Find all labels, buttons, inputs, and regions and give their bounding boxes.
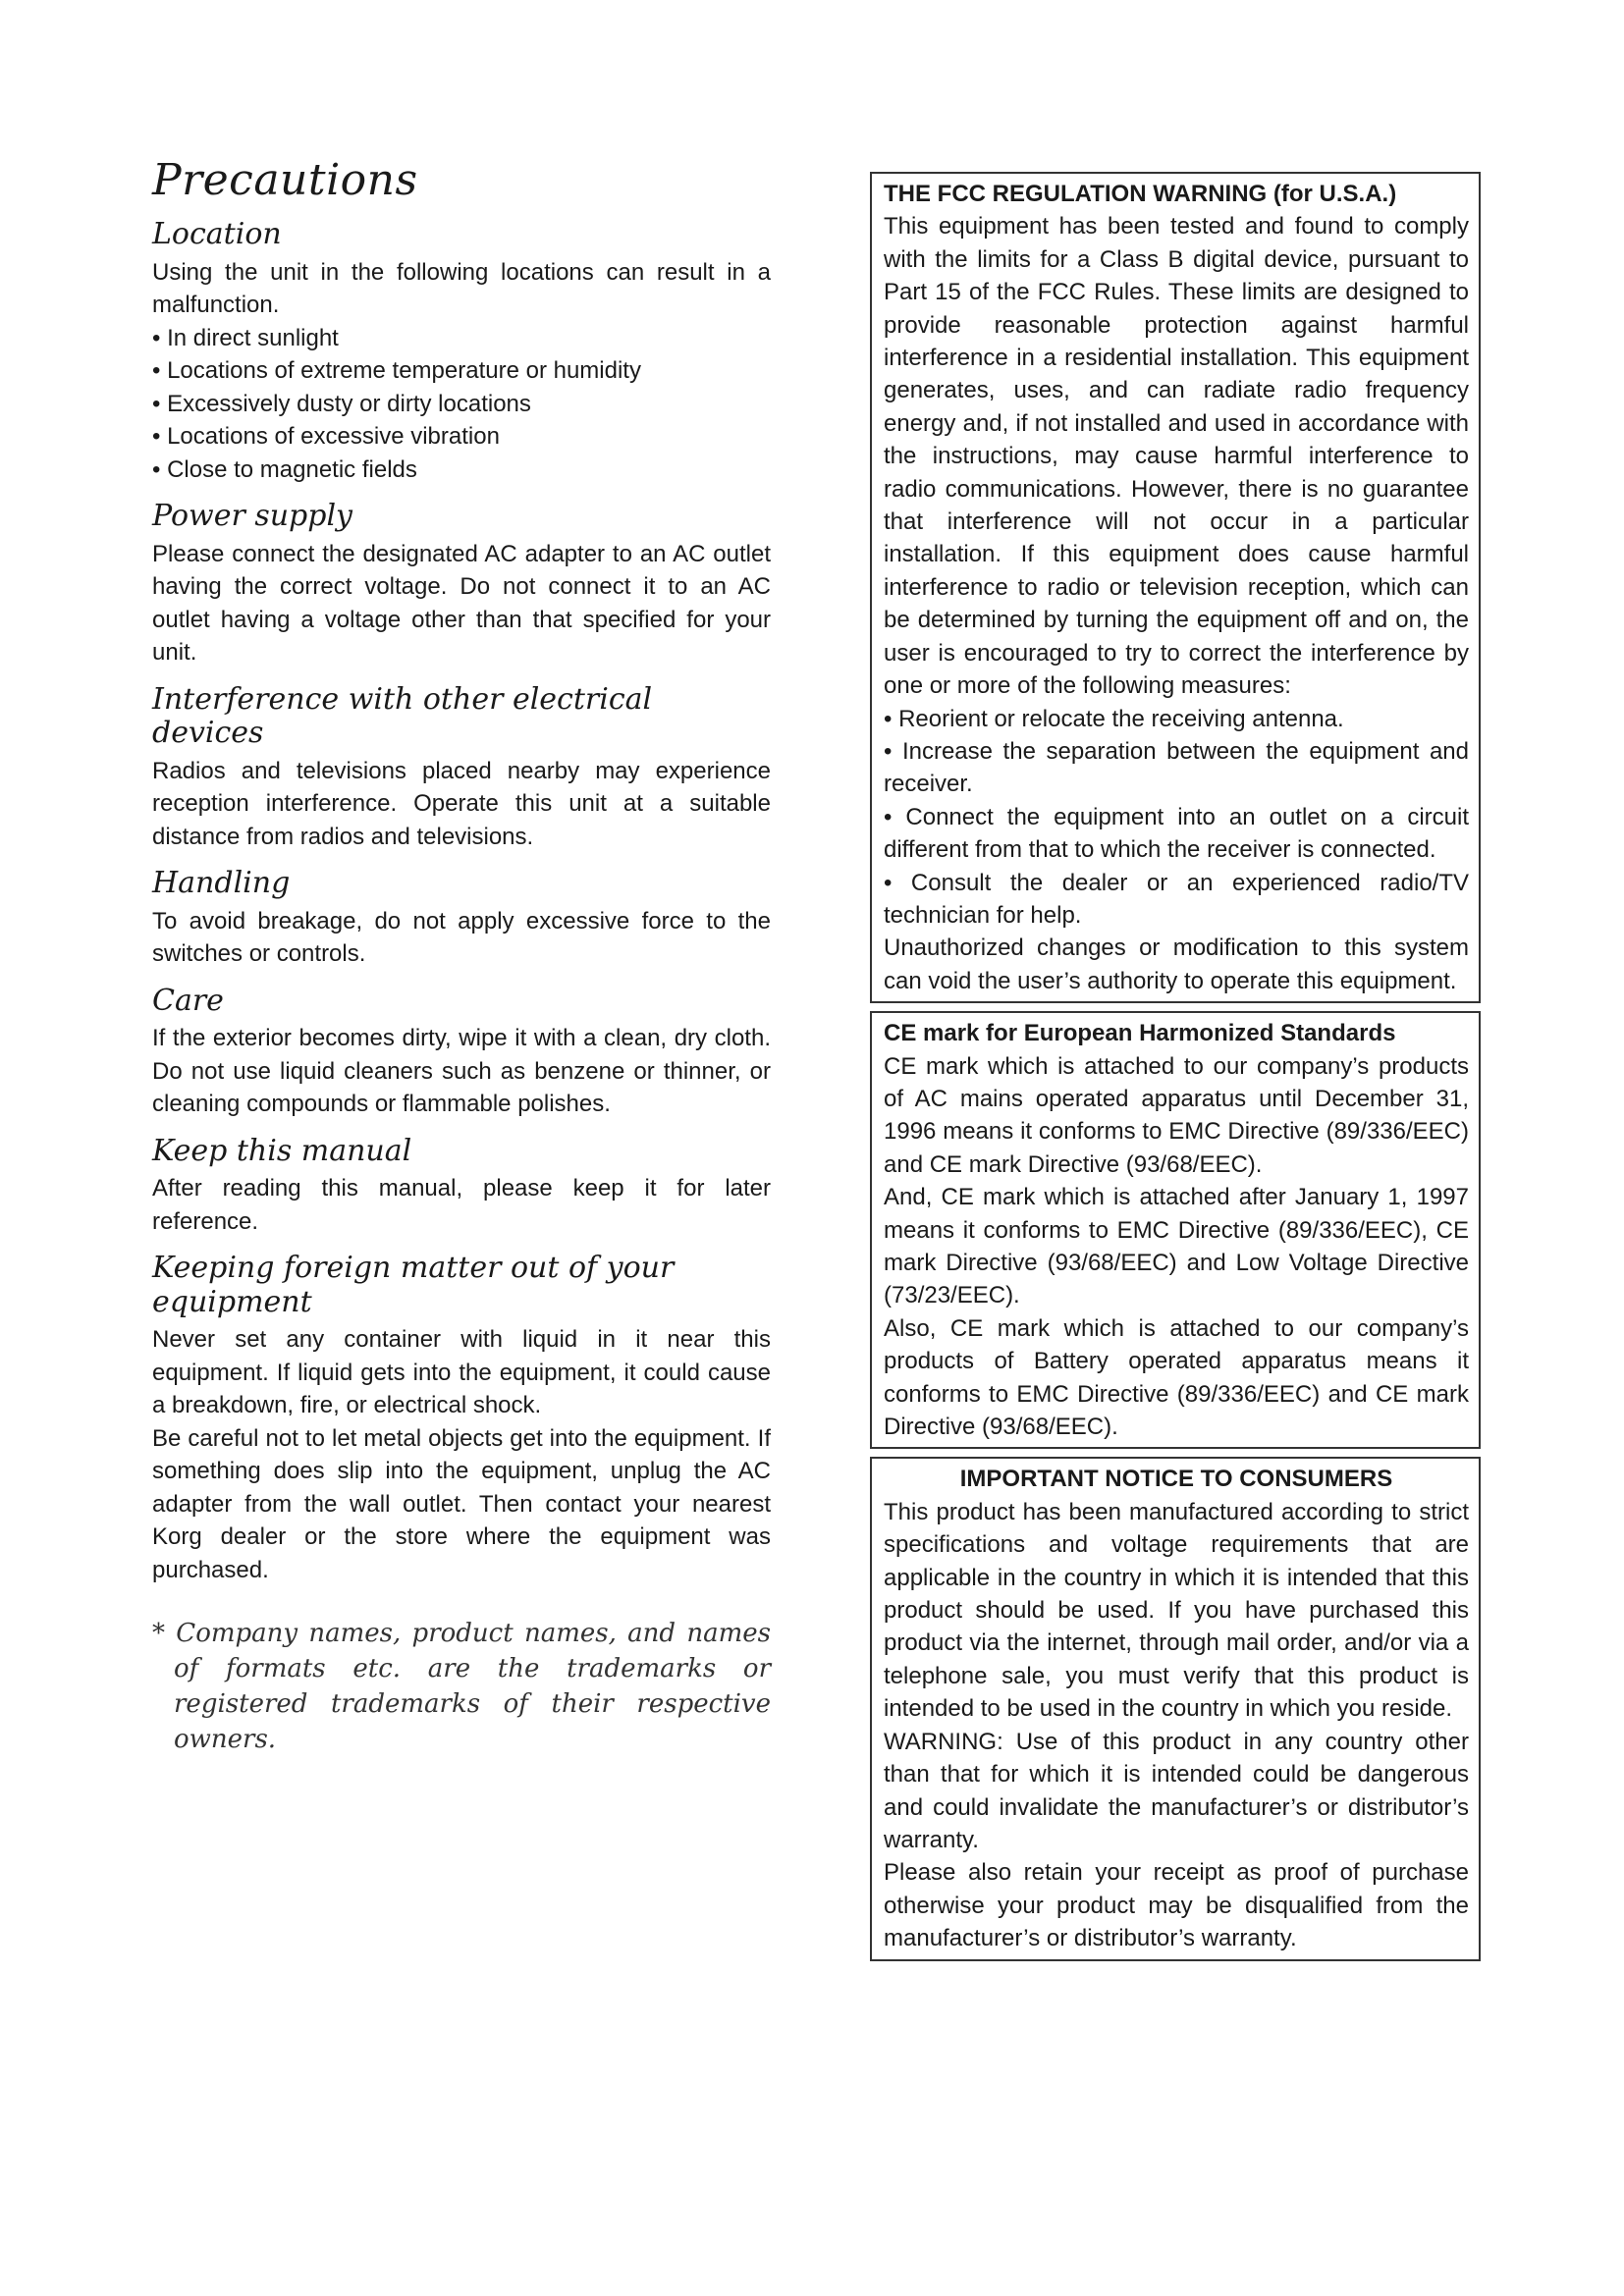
ce-title: CE mark for European Harmonized Standards xyxy=(884,1020,1396,1047)
fcc-title: THE FCC REGULATION WARNING (for U.S.A.) xyxy=(884,181,1397,207)
location-heading: Location xyxy=(152,217,282,252)
notice-title: IMPORTANT NOTICE TO CONSUMERS xyxy=(959,1466,1393,1493)
care-heading: Care xyxy=(152,983,224,1018)
ce-text: Also, CE mark which is attached to our company’s products of Battery operated apparatus means it conforms to EMC Directive (89/336/EEC) and CE mark Directive (93/68/EEC). xyxy=(884,1314,1469,1441)
foreign-matter-section xyxy=(152,1252,771,1586)
location-section xyxy=(152,218,771,486)
fcc-warning-box xyxy=(870,172,1481,1003)
fcc-measure: • Increase the separation between the equipment and receiver. xyxy=(884,737,1469,798)
handling-heading: Handling xyxy=(152,866,291,901)
foreign-matter-text: Never set any container with liquid in it near this equipment. If liquid gets into the equipment, it could cause a breakdown, fire, or electrical shock. xyxy=(152,1326,771,1419)
consumer-notice-box xyxy=(870,1457,1481,1960)
power-supply-heading: Power supply xyxy=(152,499,353,534)
interference-heading: Interference with other electrical devices xyxy=(152,681,653,751)
power-supply-section xyxy=(152,500,771,669)
foreign-matter-text: Be careful not to let metal objects get into the equipment. If something does slip into the equipment, unplug the AC adapter from the wall outlet. Then contact your nearest Korg dealer or the store where the equipment was purchased. xyxy=(152,1424,771,1583)
ce-mark-box xyxy=(870,1011,1481,1449)
keep-manual-heading: Keep this manual xyxy=(152,1133,412,1168)
care-text: If the exterior becomes dirty, wipe it with a clean, dry cloth. Do not use liquid cleaners such as benzene or thinner, or cleaning compounds or flammable polishes. xyxy=(152,1025,771,1118)
foreign-matter-heading: Keeping foreign matter out of your equipment xyxy=(152,1251,675,1319)
list-item: • Excessively dusty or dirty locations xyxy=(152,388,771,421)
interference-section xyxy=(152,683,771,854)
notice-text: WARNING: Use of this product in any country other than that for which it is intended could be dangerous and could invalidate the manufacturer’s or distributor’s warranty. xyxy=(884,1728,1469,1853)
interference-text: Radios and televisions placed nearby may experience reception interference. Operate this unit at a suitable distance from radios and televisions. xyxy=(152,757,771,850)
fcc-text: Unauthorized changes or modification to this system can void the user’s authority to operate this equipment. xyxy=(884,934,1469,994)
fcc-text: This equipment has been tested and found to comply with the limits for a Class B digital device, pursuant to Part 15 of the FCC Rules. These limits are designed to provide reasonable protection against harmful interference in a residential installation. This equipment generates, uses, and can radiate radio frequency energy and, if not installed and used in accordance with the instructions, may cause harmful interference to radio communications. However, there is no guarantee that interference will not occur in a particular installation. If this equipment does cause harmful interference to radio or television reception, which can be determined by turning the equipment off and on, the user is encouraged to try to correct the interference by one or more of the following measures: xyxy=(884,213,1469,700)
notice-text: This product has been manufactured according to strict specifications and voltage requirements that are applicable in the country in which it is intended that this product should be used. If you have purchased this product via the internet, through mail order, and/or via a telephone sale, you must verify that this product is intended to be used in the country in which you reside. xyxy=(884,1498,1469,1723)
fcc-measure: • Consult the dealer or an experienced radio/TV technician for help. xyxy=(884,869,1469,929)
notice-text: Please also retain your receipt as proof of purchase otherwise your product may be disqualified from the manufacturer’s or distributor’s warranty. xyxy=(884,1859,1469,1952)
trademark-note: * Company names, product names, and names of formats etc. are the trademarks or registered trademarks of their respective owners. xyxy=(152,1619,771,1755)
fcc-measure: • Connect the equipment into an outlet on a circuit different from that to which the receiver is connected. xyxy=(884,803,1469,864)
list-item: • Close to magnetic fields xyxy=(152,454,771,487)
care-section xyxy=(152,985,771,1121)
precautions-column xyxy=(152,157,771,1783)
keep-manual-text: After reading this manual, please keep it for later reference. xyxy=(152,1175,771,1235)
fcc-measure: • Reorient or relocate the receiving antenna. xyxy=(884,705,1344,732)
list-item: • Locations of excessive vibration xyxy=(152,420,771,454)
power-supply-text: Please connect the designated AC adapter to an AC outlet having the correct voltage. Do not connect it to an AC outlet having a voltage other than that specified for your unit. xyxy=(152,540,771,667)
list-item: • Locations of extreme temperature or humidity xyxy=(152,354,771,388)
handling-section xyxy=(152,867,771,971)
location-intro: Using the unit in the following locations can result in a malfunction. xyxy=(152,258,771,319)
keep-manual-section xyxy=(152,1135,771,1239)
notices-column xyxy=(870,172,1481,1969)
handling-text: To avoid breakage, do not apply excessive force to the switches or controls. xyxy=(152,907,771,968)
location-list xyxy=(152,322,771,487)
list-item: • In direct sunlight xyxy=(152,322,771,355)
ce-text: And, CE mark which is attached after January 1, 1997 means it conforms to EMC Directive (89/336/EEC), CE mark Directive (93/68/EEC) and Low Voltage Directive (73/23/EEC). xyxy=(884,1184,1469,1309)
ce-text: CE mark which is attached to our company’s products of AC mains operated apparatus until December 31, 1996 means it conforms to EMC Directive (89/336/EEC) and CE mark Directive (93/68/EEC). xyxy=(884,1052,1469,1178)
page-title: Precautions xyxy=(152,155,418,205)
